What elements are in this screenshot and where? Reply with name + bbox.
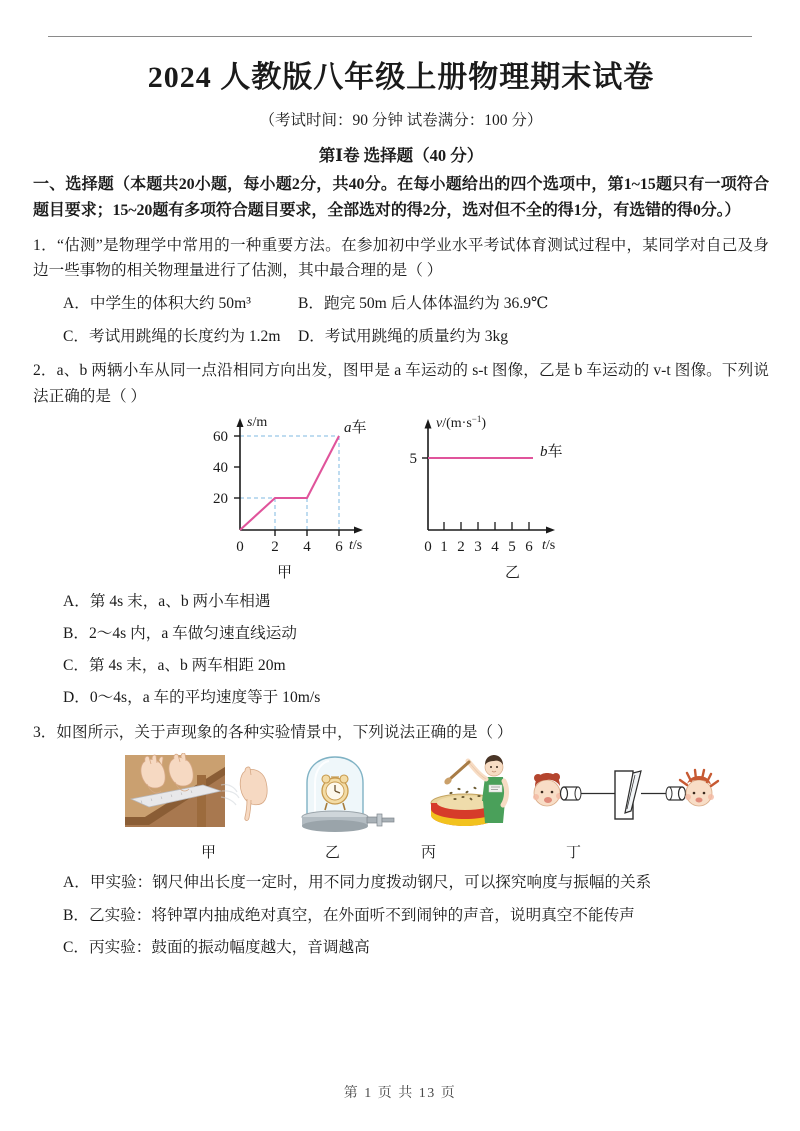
exp-label-bing: 丙 xyxy=(421,845,437,862)
page-content xyxy=(33,52,769,960)
pointing-hand-icon xyxy=(240,767,267,821)
question-3-figure-labels xyxy=(33,841,769,863)
figure-bing-drum-with-rice xyxy=(431,755,507,826)
header-divider xyxy=(48,36,752,37)
figure-ding-sound-transmission xyxy=(533,770,718,819)
question-3-text: 如图所示，关于声现象的各种实验情景中，下列说法正确的是（ ） xyxy=(56,723,513,741)
section-instructions: 一、选择题（本题共20小题，每小题2分，共40分。在每小题给出的四个选项中，第1~15题只有一项符合题目要求；15~20题有多项符合题目要求，全部选对的得2分，选对但不全的得1分，有选错的得0分。） xyxy=(33,175,769,219)
question-1-option-d[interactable]: D．考试用跳绳的质量约为 3kg xyxy=(298,327,509,345)
yi-xtick-6: 6 xyxy=(525,538,533,555)
question-1-number: 1． xyxy=(33,236,57,254)
question-2-figures xyxy=(33,410,769,582)
yi-y-axis-label: $v/(m\cdot s^{-1})$ xyxy=(436,413,487,431)
jia-ytick-40: 40 xyxy=(213,459,228,476)
yi-xtick-0: 0 xyxy=(424,538,432,555)
figure-yi-caption: 乙 xyxy=(504,564,520,581)
jia-ytick-20: 20 xyxy=(213,490,228,507)
sound-experiments-illustration xyxy=(33,753,769,841)
question-1-option-a[interactable]: A．中学生的体积大约 50m³ xyxy=(63,295,251,313)
question-3-figures xyxy=(33,753,769,841)
graph-yi-vt xyxy=(400,410,625,560)
jia-xtick-6: 6 xyxy=(335,538,343,555)
jia-y-axis-label: s/m xyxy=(247,414,268,430)
yi-x-axis-label: t/s xyxy=(542,537,556,553)
question-2-option-c[interactable]: C．第 4s 末，a、b 两车相距 20m xyxy=(63,657,286,675)
question-3-option-b[interactable]: B．乙实验：将钟罩内抽成绝对真空，在外面听不到闹钟的声音，说明真空不能传声 xyxy=(63,906,635,924)
yi-xtick-2: 2 xyxy=(457,538,465,555)
question-3-stem xyxy=(33,720,769,746)
yi-series-label: b车 xyxy=(540,443,563,460)
graph-jia-st xyxy=(177,410,392,560)
question-1-text: “估测”是物理学中常用的一种重要方法。在参加初中学业水平考试体育测试过程中，某同学对自己及身边一些事物的相关物理量进行了估测，其中最合理的是（ ） xyxy=(33,236,769,280)
question-1-option-b[interactable]: B．跑完 50m 后人体体温约为 36.9℃ xyxy=(298,295,549,313)
cup-left-icon xyxy=(561,787,582,800)
question-1-options-row-2 xyxy=(33,324,769,349)
question-2-number: 2． xyxy=(33,361,57,379)
figure-jia-ruler-on-table xyxy=(125,753,267,827)
exp-label-jia: 甲 xyxy=(201,845,217,862)
jia-xtick-2: 2 xyxy=(271,538,279,555)
jia-xtick-0: 0 xyxy=(236,538,244,555)
question-1-options-row-1 xyxy=(33,291,769,316)
question-2-option-b[interactable]: B．2～4s 内，a 车做匀速直线运动 xyxy=(63,624,297,642)
exp-label-yi: 乙 xyxy=(325,845,341,862)
question-2-text: a、b 两辆小车从同一点沿相同方向出发，图甲是 a 车运动的 s-t 图像，乙是 b 车运动的 v-t 图像。下列说法正确的是（ ） xyxy=(33,361,769,405)
question-3-option-c[interactable]: C．丙实验：鼓面的振动幅度越大，音调越高 xyxy=(63,938,370,956)
yi-xtick-3: 3 xyxy=(474,538,482,555)
figure-jia-container xyxy=(177,410,392,582)
exp-label-ding: 丁 xyxy=(566,845,582,862)
yi-xtick-5: 5 xyxy=(508,538,516,555)
page-footer: 第 1 页 共 13 页 xyxy=(343,1086,457,1101)
boy-head-icon xyxy=(680,770,718,806)
section-title: 第Ⅰ卷 选择题（40 分） xyxy=(318,145,484,165)
figure-yi-bell-jar-alarm-clock xyxy=(302,757,394,832)
question-2-option-a[interactable]: A．第 4s 末，a、b 两小车相遇 xyxy=(63,592,271,610)
jia-series-label: a车 xyxy=(344,419,367,436)
jia-xtick-4: 4 xyxy=(303,538,311,555)
question-3-number: 3． xyxy=(33,723,57,741)
figure-jia-caption: 甲 xyxy=(276,564,292,581)
question-3-option-a[interactable]: A．甲实验：钢尺伸出长度一定时，用不同力度拨动钢尺，可以探究响度与振幅的关系 xyxy=(63,874,652,892)
yi-ytick-5: 5 xyxy=(409,450,417,467)
jia-ytick-60: 60 xyxy=(213,428,228,445)
exam-subtitle: （考试时间：90 分钟 试卷满分：100 分） xyxy=(259,111,543,129)
yi-xtick-4: 4 xyxy=(491,538,499,555)
question-2-option-d[interactable]: D．0～4s，a 车的平均速度等于 10m/s xyxy=(63,689,321,707)
jia-x-axis-label: t/s xyxy=(349,537,363,553)
cup-right-icon xyxy=(666,787,686,800)
page-title: 2024 人教版八年级上册物理期末试卷 xyxy=(147,61,655,94)
question-1-stem xyxy=(33,233,769,285)
vacuum-nozzle-icon xyxy=(367,814,394,826)
yi-xtick-1: 1 xyxy=(440,538,448,555)
question-1-option-c[interactable]: C．考试用跳绳的长度约为 1.2m xyxy=(63,327,281,345)
girl-head-icon xyxy=(533,773,562,806)
figure-yi-container xyxy=(400,410,625,582)
question-2-stem xyxy=(33,358,769,410)
